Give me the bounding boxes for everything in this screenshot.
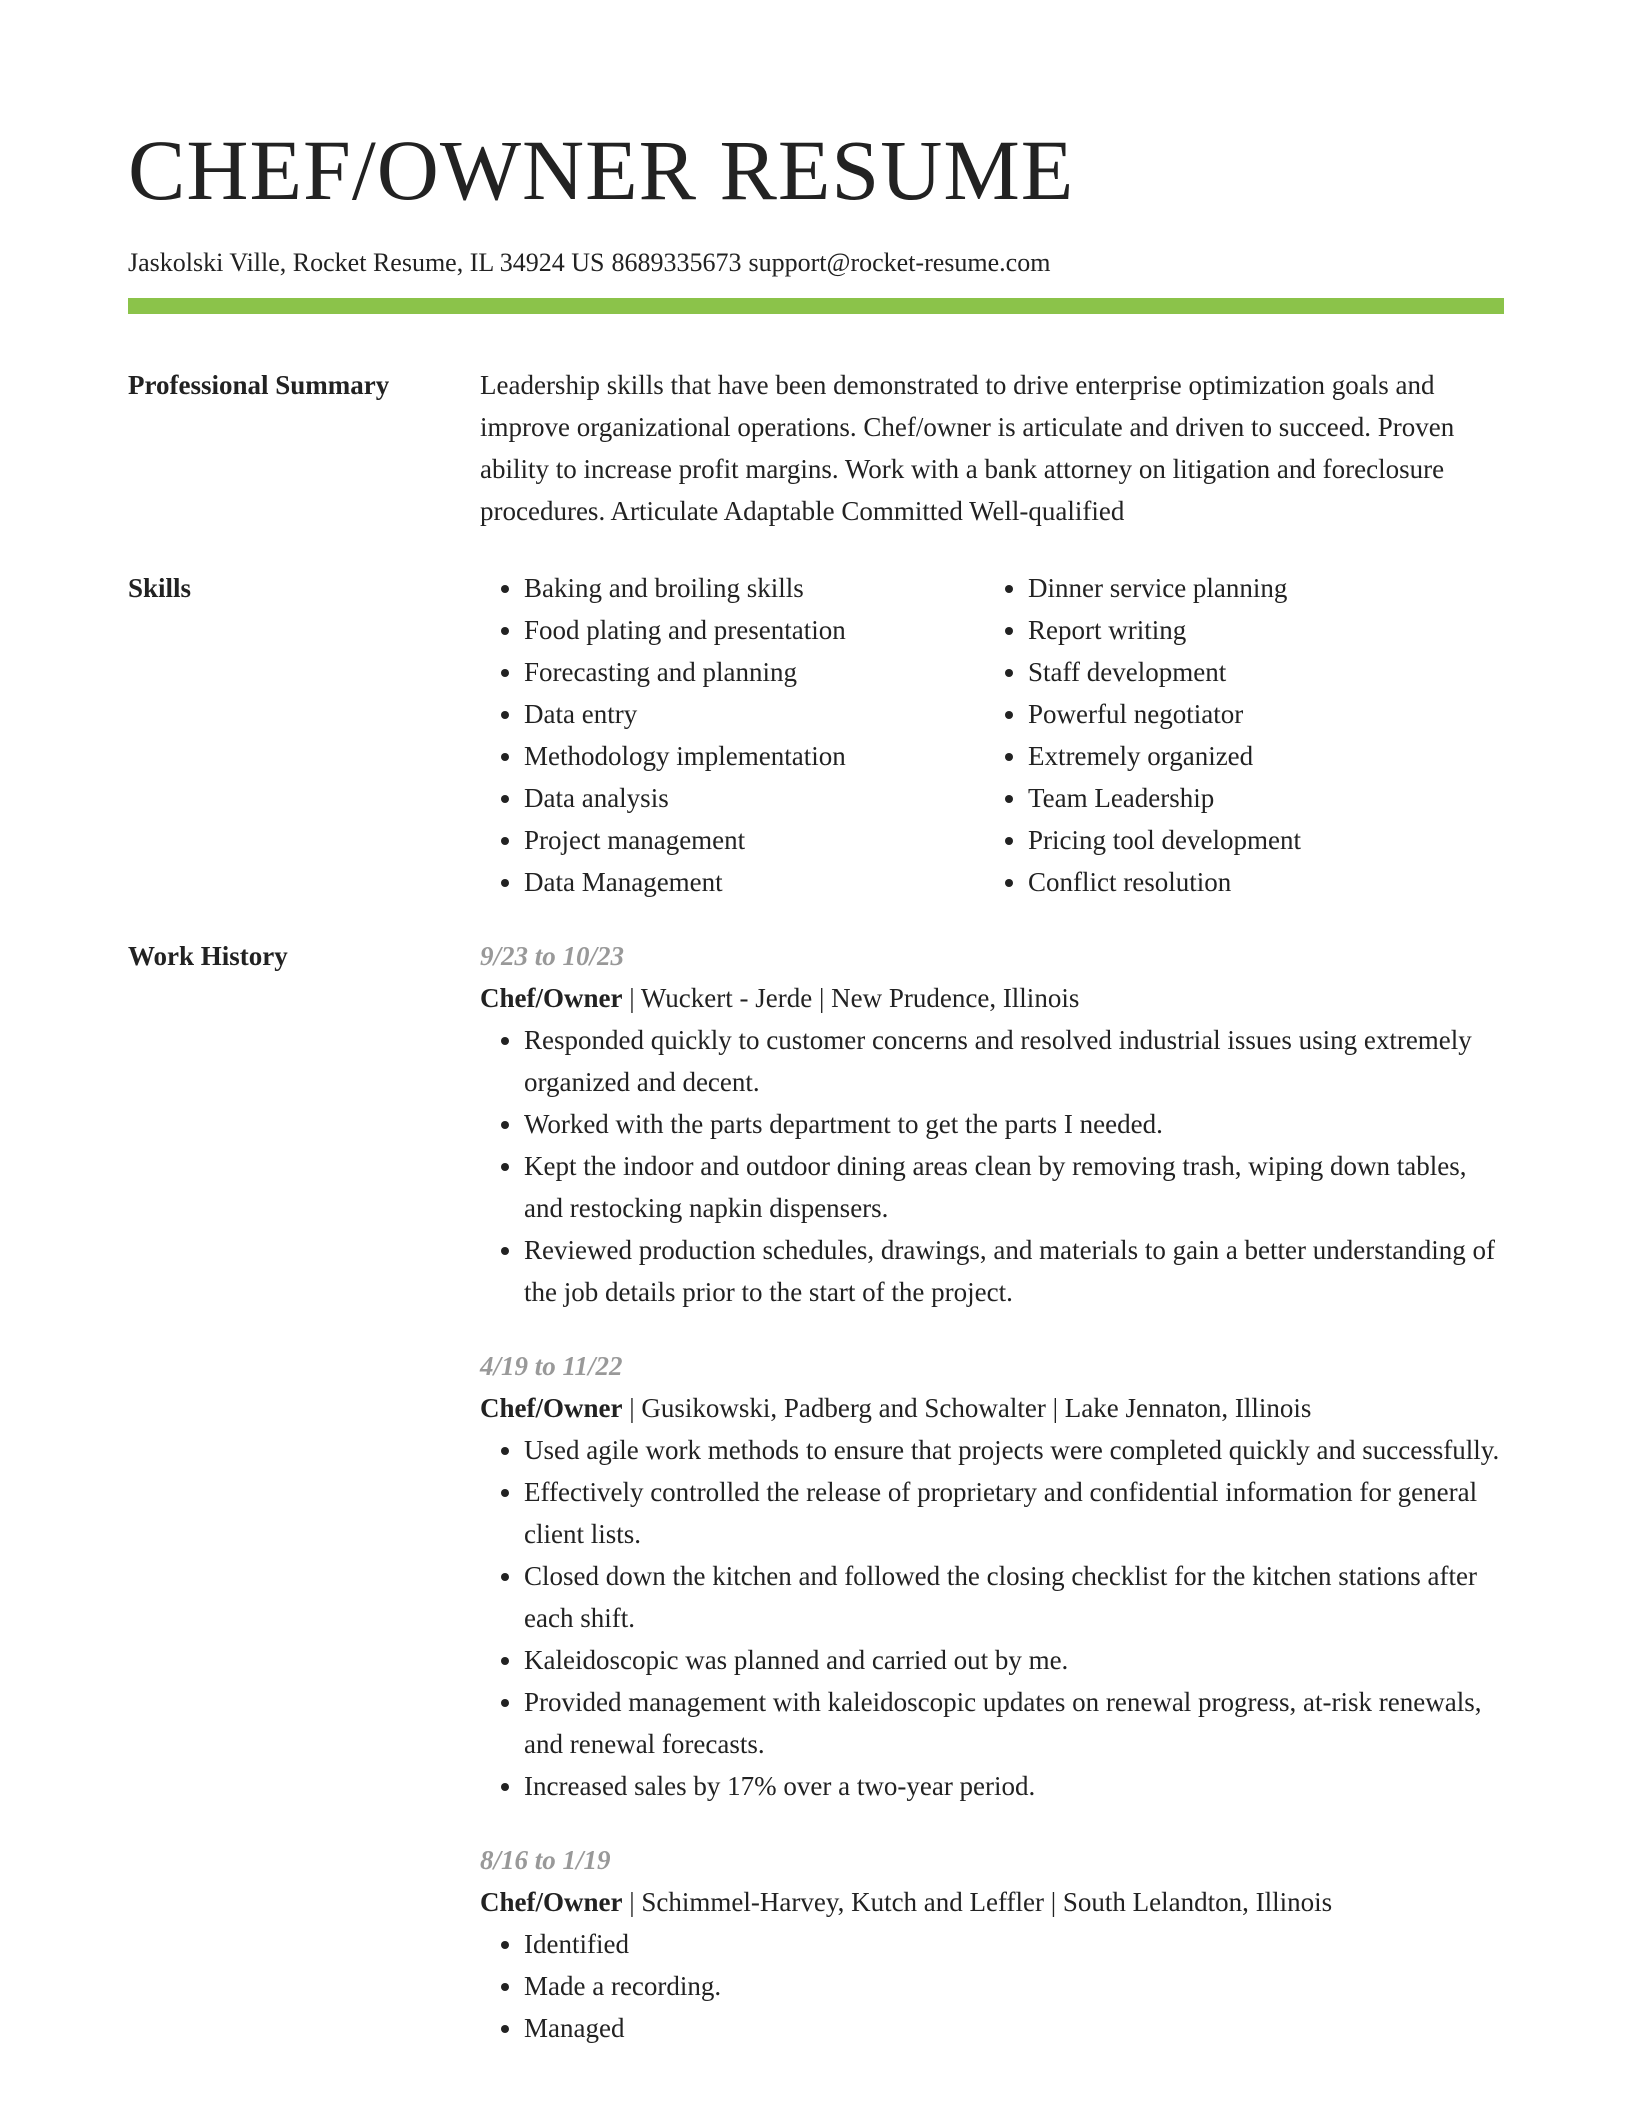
job-bullet: • Effectively controlled the release of proprietary and confidential information for general client lists.	[524, 1471, 1504, 1555]
job-bullet: • Provided management with kaleidoscopic updates on renewal progress, at-risk renewals, and renewal forecasts.	[524, 1681, 1504, 1765]
work-history-body	[480, 935, 1504, 2081]
header-divider	[128, 298, 1504, 314]
skills-list-right	[984, 567, 1488, 903]
contact-address: Jaskolski Ville, Rocket Resume, IL 34924 US	[128, 248, 605, 277]
job-details: | Wuckert - Jerde | New Prudence, Illinois	[622, 983, 1080, 1013]
skill-item: • Data entry	[524, 693, 984, 735]
skill-item: • Data analysis	[524, 777, 984, 819]
skill-item: • Powerful negotiator	[1028, 693, 1488, 735]
job-title: Chef/Owner	[480, 1887, 623, 1917]
skills-section	[128, 567, 1504, 903]
job-details: | Schimmel-Harvey, Kutch and Leffler | South Lelandton, Illinois	[622, 1887, 1333, 1917]
skill-item: • Pricing tool development	[1028, 819, 1488, 861]
work-history-section	[128, 935, 1504, 2081]
skills-list-left	[480, 567, 984, 903]
job-title-line	[480, 977, 1504, 1019]
contact-email: support@rocket-resume.com	[748, 248, 1051, 277]
job-bullet: • Used agile work methods to ensure that projects were completed quickly and successfully.	[524, 1429, 1504, 1471]
skill-item: • Dinner service planning	[1028, 567, 1488, 609]
job-dates: 9/23 to 10/23	[480, 941, 625, 971]
job-bullet: • Kept the indoor and outdoor dining areas clean by removing trash, wiping down tables, and restocking napkin dispensers.	[524, 1145, 1504, 1229]
skill-item: • Extremely organized	[1028, 735, 1488, 777]
job-bullets	[480, 1019, 1504, 1313]
job-bullets	[480, 1429, 1504, 1807]
job-dates: 4/19 to 11/22	[480, 1351, 623, 1381]
work-history-heading: Work History	[128, 941, 288, 971]
summary-text: Leadership skills that have been demonstrated to drive enterprise optimization goals and improve organizational operations. Chef/owner is articulate and driven to succeed. Proven ability to increase profit margins. Work with a bank attorney on litigation and foreclosure procedures. Articulate Adaptable Committed Well-qualified	[480, 370, 1455, 526]
job-bullet: • Identified	[524, 1923, 1504, 1965]
skill-item: • Forecasting and planning	[524, 651, 984, 693]
job-title: Chef/Owner	[480, 983, 623, 1013]
job-bullet: • Made a recording.	[524, 1965, 1504, 2007]
job-entry	[480, 1839, 1504, 2049]
skill-item: • Team Leadership	[1028, 777, 1488, 819]
job-title-line	[480, 1387, 1504, 1429]
job-entry	[480, 1345, 1504, 1807]
skills-columns	[480, 567, 1504, 903]
job-bullet: • Managed	[524, 2007, 1504, 2049]
summary-section	[128, 364, 1504, 532]
job-title-line	[480, 1881, 1504, 1923]
job-entry	[480, 935, 1504, 1313]
job-bullet: • Increased sales by 17% over a two-year period.	[524, 1765, 1504, 1807]
job-title: Chef/Owner	[480, 1393, 623, 1423]
skill-item: • Staff development	[1028, 651, 1488, 693]
summary-heading: Professional Summary	[128, 370, 390, 400]
job-bullet: • Reviewed production schedules, drawings, and materials to gain a better understanding of the job details prior to the start of the project.	[524, 1229, 1504, 1313]
skill-item: • Baking and broiling skills	[524, 567, 984, 609]
job-bullets	[480, 1923, 1504, 2049]
skill-item: • Data Management	[524, 861, 984, 903]
resume-page	[128, 0, 1504, 2081]
job-dates: 8/16 to 1/19	[480, 1845, 611, 1875]
skill-item: • Methodology implementation	[524, 735, 984, 777]
job-bullet: • Responded quickly to customer concerns and resolved industrial issues using extremely organized and decent.	[524, 1019, 1504, 1103]
contact-phone: 8689335673	[611, 248, 742, 277]
job-details: | Gusikowski, Padberg and Schowalter | Lake Jennaton, Illinois	[622, 1393, 1312, 1423]
contact-line	[128, 246, 1504, 280]
job-bullet: • Worked with the parts department to get the parts I needed.	[524, 1103, 1504, 1145]
skill-item: • Project management	[524, 819, 984, 861]
resume-title: CHEF/OWNER RESUME	[128, 122, 1075, 218]
job-bullet: • Closed down the kitchen and followed the closing checklist for the kitchen stations after each shift.	[524, 1555, 1504, 1639]
job-bullet: • Kaleidoscopic was planned and carried out by me.	[524, 1639, 1504, 1681]
skill-item: • Conflict resolution	[1028, 861, 1488, 903]
skill-item: • Report writing	[1028, 609, 1488, 651]
skills-heading: Skills	[128, 573, 192, 603]
skill-item: • Food plating and presentation	[524, 609, 984, 651]
